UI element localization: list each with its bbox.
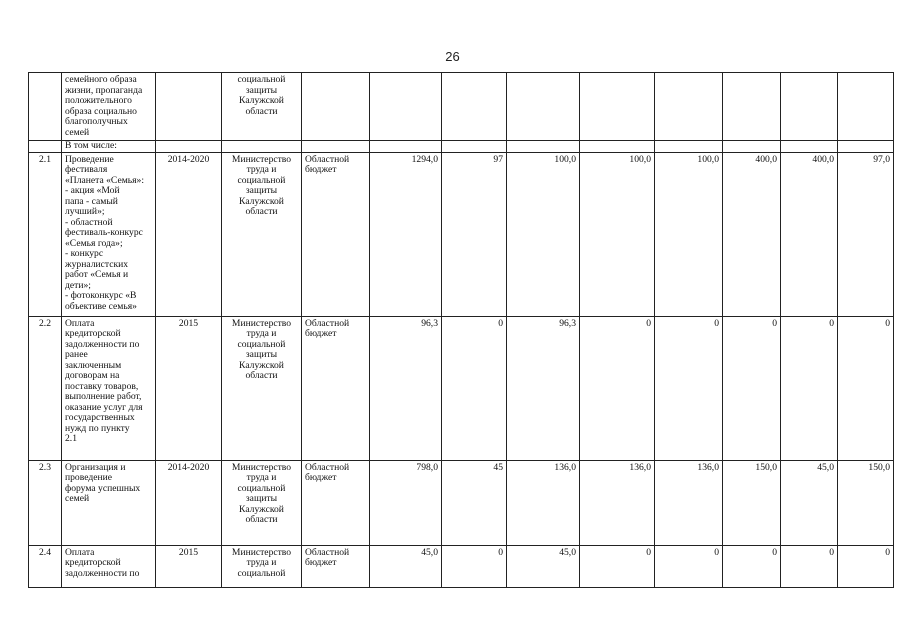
value-cell: 0 (838, 545, 894, 587)
funding-source-cell: Областной бюджет (302, 152, 370, 316)
value-cell (507, 73, 580, 141)
value-cell: 45,0 (507, 545, 580, 587)
page-number: 26 (445, 49, 460, 64)
value-cell: 97,0 (838, 152, 894, 316)
value-cell: 400,0 (781, 152, 838, 316)
value-cell: 100,0 (655, 152, 723, 316)
value-cell: 798,0 (370, 460, 442, 545)
name-cell: семейного образа жизни, пропаганда положительного образа социально благополучных семей (62, 73, 156, 141)
value-cell: 0 (723, 545, 781, 587)
value-cell: 150,0 (723, 460, 781, 545)
value-cell: 45,0 (370, 545, 442, 587)
activity-name: Проведение фестиваля «Планета «Семья»: - акция «Мой папа - самый лучший»; - областной фестиваль-конкурс «Семья года»; - конкурс журналистских работ «Семья и дети»; - фотоконкурс «В объективе семья» (62, 152, 156, 316)
years-cell (156, 73, 222, 141)
value-cell: 400,0 (723, 152, 781, 316)
table-row (29, 152, 894, 316)
value-cell: 0 (580, 316, 655, 460)
value-cell: 96,3 (507, 316, 580, 460)
row-number: 2.4 (29, 545, 62, 587)
value-cell (580, 73, 655, 141)
value-cell: 0 (442, 545, 507, 587)
funding-source-cell: Областной бюджет (302, 545, 370, 587)
row-number: 2.1 (29, 152, 62, 316)
executor-cell: Министерство труда и социальной защиты Калужской области (222, 152, 302, 316)
value-cell: 45 (442, 460, 507, 545)
value-cell: 97 (442, 152, 507, 316)
value-cell: 0 (655, 545, 723, 587)
value-cell: 136,0 (580, 460, 655, 545)
activity-name: Оплата кредиторской задолженности по (62, 545, 156, 587)
subheader-row (29, 141, 894, 153)
value-cell: 136,0 (655, 460, 723, 545)
value-cell (781, 73, 838, 141)
table-row (29, 545, 894, 587)
value-cell: 150,0 (838, 460, 894, 545)
value-cell: 0 (442, 316, 507, 460)
row-number: 2.3 (29, 460, 62, 545)
years-cell: 2014-2020 (156, 152, 222, 316)
subheader-cell: В том числе: (62, 141, 156, 153)
executor-cell: Министерство труда и социальной (222, 545, 302, 587)
value-cell: 96,3 (370, 316, 442, 460)
row-number: 2.2 (29, 316, 62, 460)
value-cell: 0 (723, 316, 781, 460)
value-cell (838, 73, 894, 141)
value-cell (442, 73, 507, 141)
num-cell (29, 141, 62, 153)
source-cell (302, 73, 370, 141)
value-cell: 45,0 (781, 460, 838, 545)
value-cell: 100,0 (580, 152, 655, 316)
program-budget-table (28, 72, 894, 588)
funding-source-cell: Областной бюджет (302, 316, 370, 460)
value-cell: 0 (781, 545, 838, 587)
table-row (29, 316, 894, 460)
value-cell: 100,0 (507, 152, 580, 316)
value-cell: 1294,0 (370, 152, 442, 316)
value-cell: 136,0 (507, 460, 580, 545)
activity-name: Оплата кредиторской задолженности по ранее заключенным договорам на поставку товаров, выполнение работ, оказание услуг для государственных нужд по пункту 2.1 (62, 316, 156, 460)
table-row (29, 460, 894, 545)
value-cell: 0 (781, 316, 838, 460)
value-cell: 0 (838, 316, 894, 460)
value-cell (370, 73, 442, 141)
num-cell (29, 73, 62, 141)
executor-cell: социальной защиты Калужской области (222, 73, 302, 141)
years-cell: 2014-2020 (156, 460, 222, 545)
value-cell: 0 (580, 545, 655, 587)
value-cell (655, 73, 723, 141)
executor-cell: Министерство труда и социальной защиты Калужской области (222, 316, 302, 460)
funding-source-cell: Областной бюджет (302, 460, 370, 545)
value-cell: 0 (655, 316, 723, 460)
value-cell (723, 73, 781, 141)
years-cell: 2015 (156, 545, 222, 587)
continued-row (29, 73, 894, 141)
executor-cell: Министерство труда и социальной защиты Калужской области (222, 460, 302, 545)
years-cell: 2015 (156, 316, 222, 460)
activity-name: Организация и проведение форума успешных семей (62, 460, 156, 545)
